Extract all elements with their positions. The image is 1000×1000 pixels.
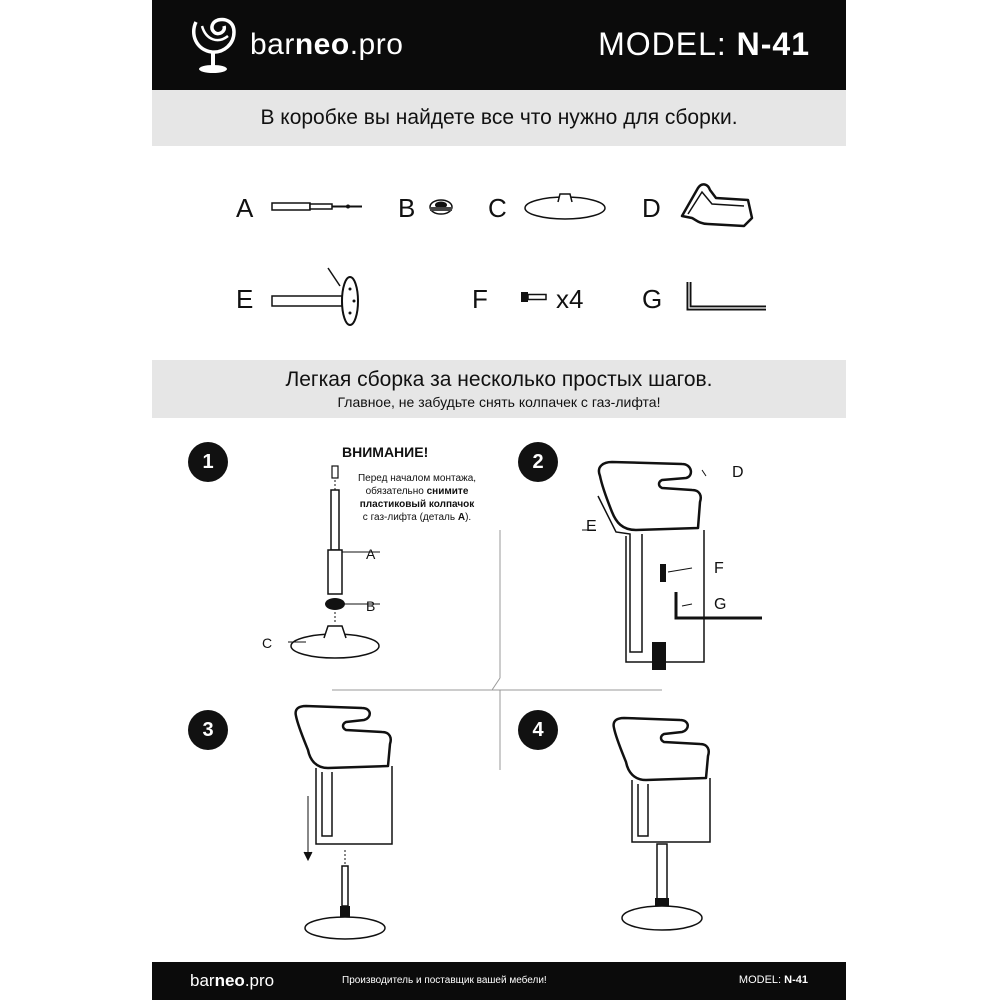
step-number-1: 1: [188, 442, 228, 482]
step2-diagram: [582, 456, 772, 676]
footer-brand: barneo.pro: [190, 971, 275, 990]
contents-title: В коробке вы найдете все что нужно для сборки.: [260, 106, 738, 129]
chair-logo-icon: [188, 14, 240, 76]
step2-label-g: G: [714, 596, 727, 613]
step-number-2: 2: [518, 442, 558, 482]
contents-banner: [152, 90, 846, 146]
footer-slogan: Производитель и поставщик вашей мебели!: [342, 975, 547, 986]
part-label-c: C: [488, 193, 507, 223]
step1-label-c: C: [262, 635, 273, 651]
step2-label-f: F: [714, 560, 724, 577]
part-label-f: F: [472, 284, 488, 314]
assembly-banner: [152, 360, 846, 418]
bearing-ring-icon: [428, 196, 454, 216]
step1-label-a: A: [366, 546, 376, 562]
step-divider-left: [332, 689, 502, 693]
part-label-e: E: [236, 284, 254, 314]
part-f-quantity: x4: [556, 284, 584, 314]
warning-title: ВНИМАНИЕ!: [342, 444, 429, 460]
step3-diagram: [292, 700, 412, 946]
assembly-subtitle: Главное, не забудьте снять колпачек с газ-лифта!: [337, 394, 661, 410]
screw-icon: [520, 290, 548, 304]
part-label-d: D: [642, 193, 661, 223]
step4-diagram: [610, 712, 730, 942]
part-label-g: G: [642, 284, 663, 314]
seat-icon: [678, 178, 758, 234]
step-number-3: 3: [188, 710, 228, 750]
brand-logo: barneo.pro: [250, 28, 404, 61]
part-label-b: B: [398, 193, 416, 223]
instruction-sheet: [152, 0, 846, 1000]
part-label-a: A: [236, 193, 254, 223]
assembly-title: Легкая сборка за несколько простых шагов.: [285, 368, 713, 391]
step-number-4: 4: [518, 710, 558, 750]
frame-post-icon: [270, 264, 366, 328]
warning-text: Перед началом монтажа, обязательно снимите пластиковый колпачок с газ-лифта (деталь A).: [357, 473, 477, 523]
round-base-icon: [522, 188, 608, 222]
footer-model: MODEL: N-41: [738, 974, 808, 986]
hex-key-icon: [686, 280, 770, 314]
model-title: MODEL: N-41: [598, 26, 810, 62]
header: [152, 0, 846, 90]
gas-lift-rod-icon: [270, 200, 366, 214]
step2-label-e: E: [586, 518, 597, 535]
step1-label-b: B: [366, 598, 376, 614]
warning-note: [342, 444, 492, 524]
step2-label-d: D: [732, 464, 744, 481]
footer: [152, 962, 846, 1000]
